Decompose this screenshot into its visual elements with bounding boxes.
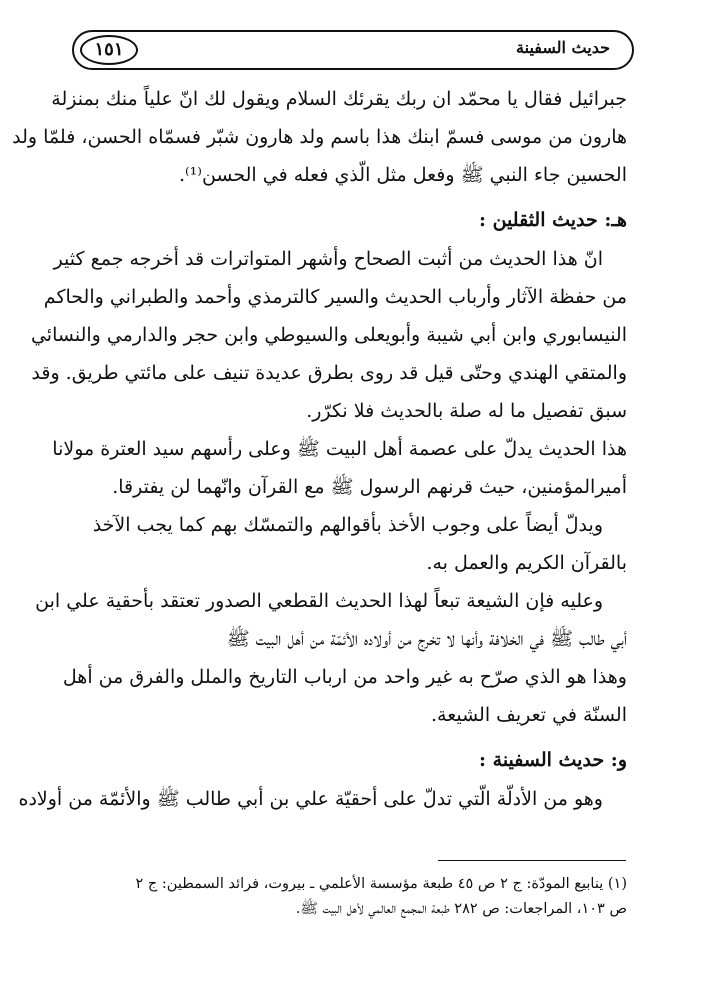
text-line: والمتقي الهندي وحتّى قيل قد روى بطرق عديدة تنيف على مائتي طريق. وقد: [31, 362, 627, 384]
text-line: النيسابوري وابن أبي شيبة وأبويعلى والسيوطي وابن حجر والدارمي والنسائي: [30, 324, 627, 346]
page-number-badge: ١٥١: [80, 35, 138, 65]
paragraph: [52, 430, 627, 506]
paragraph: [80, 506, 627, 582]
text-line: سبق تفصيل ما له صلة بالحديث فلا نكرّر.: [306, 400, 627, 422]
text-line: ويدلّ أيضاً على وجوب الأخذ بأقوالهم والتمسّك بهم كما يجب الآخذ: [92, 514, 603, 536]
paragraph: [35, 582, 627, 734]
text-line: من حفظة الآثار وأرباب الحديث والسير كالترمذي وأحمد والطبراني والحاكم: [43, 286, 627, 308]
footnotes: [80, 872, 627, 922]
text-line: أبي طالب ﷺ في الخلافة وأنها لا تخرج من أولاده الأئمّة من أهل البيت ﷺ: [226, 628, 627, 650]
text-line: هذا الحديث يدلّ على عصمة أهل البيت ﷺ وعلى رأسهم سيد العترة مولانا: [52, 438, 627, 460]
text-line: جبرائيل فقال يا محمّد ان ربك يقرئك السلام ويقول لك انّ علياً منك بمنزلة: [51, 88, 627, 110]
text-line: وهو من الأدلّة الّتي تدلّ على أحقيّة علي بن أبي طالب ﷺ والأئمّة من أولاده: [18, 788, 603, 810]
header-title: حديث السفينة: [516, 38, 610, 57]
section-heading-safina: و: حديث السفينة :: [479, 749, 627, 771]
paragraph: [30, 240, 627, 430]
text-line: الحسين جاء النبي ﷺ وفعل مثل الّذي فعله في الحسن⁽¹⁾.: [178, 164, 627, 186]
footnote-divider: [438, 860, 626, 861]
section-heading-thaqalayn: هـ: حديث الثقلين :: [478, 209, 627, 231]
text-line: وعليه فإن الشيعة تبعاً لهذا الحديث القطعي الصدور تعتقد بأحقية علي ابن: [35, 590, 603, 612]
paragraph: [18, 780, 627, 818]
footnote-line: ص ١٠٣، المراجعات: ص ٢٨٢ طبعة المجمع العالمي لأهل البيت ﷺ.: [295, 901, 627, 917]
footnote-line: (١) ينابيع المودّة: ج ٢ ص ٤٥ طبعة مؤسسة الأعلمي ـ بيروت، فرائد السمطين: ج ٢: [135, 876, 627, 892]
text-line: السنّة في تعريف الشيعة.: [430, 704, 627, 726]
page-body: [12, 80, 627, 818]
text-line: أميرالمؤمنين، حيث قرنهم الرسول ﷺ مع القرآن وانّهما لن يفترقا.: [112, 476, 627, 498]
running-header: [72, 30, 634, 70]
text-line: انّ هذا الحديث من أثبت الصحاح وأشهر المتواترات قد أخرجه جمع كثير: [53, 248, 603, 270]
intro-paragraph: [12, 80, 627, 194]
text-line: بالقرآن الكريم والعمل به.: [426, 552, 627, 574]
text-line: وهذا هو الذي صرّح به غير واحد من ارباب التاريخ والملل والفرق من أهل: [62, 666, 627, 688]
text-line: هارون من موسى فسمّ ابنك هذا باسم ولد هارون شبّر فسمّاه الحسن، فلمّا ولد: [12, 126, 627, 148]
